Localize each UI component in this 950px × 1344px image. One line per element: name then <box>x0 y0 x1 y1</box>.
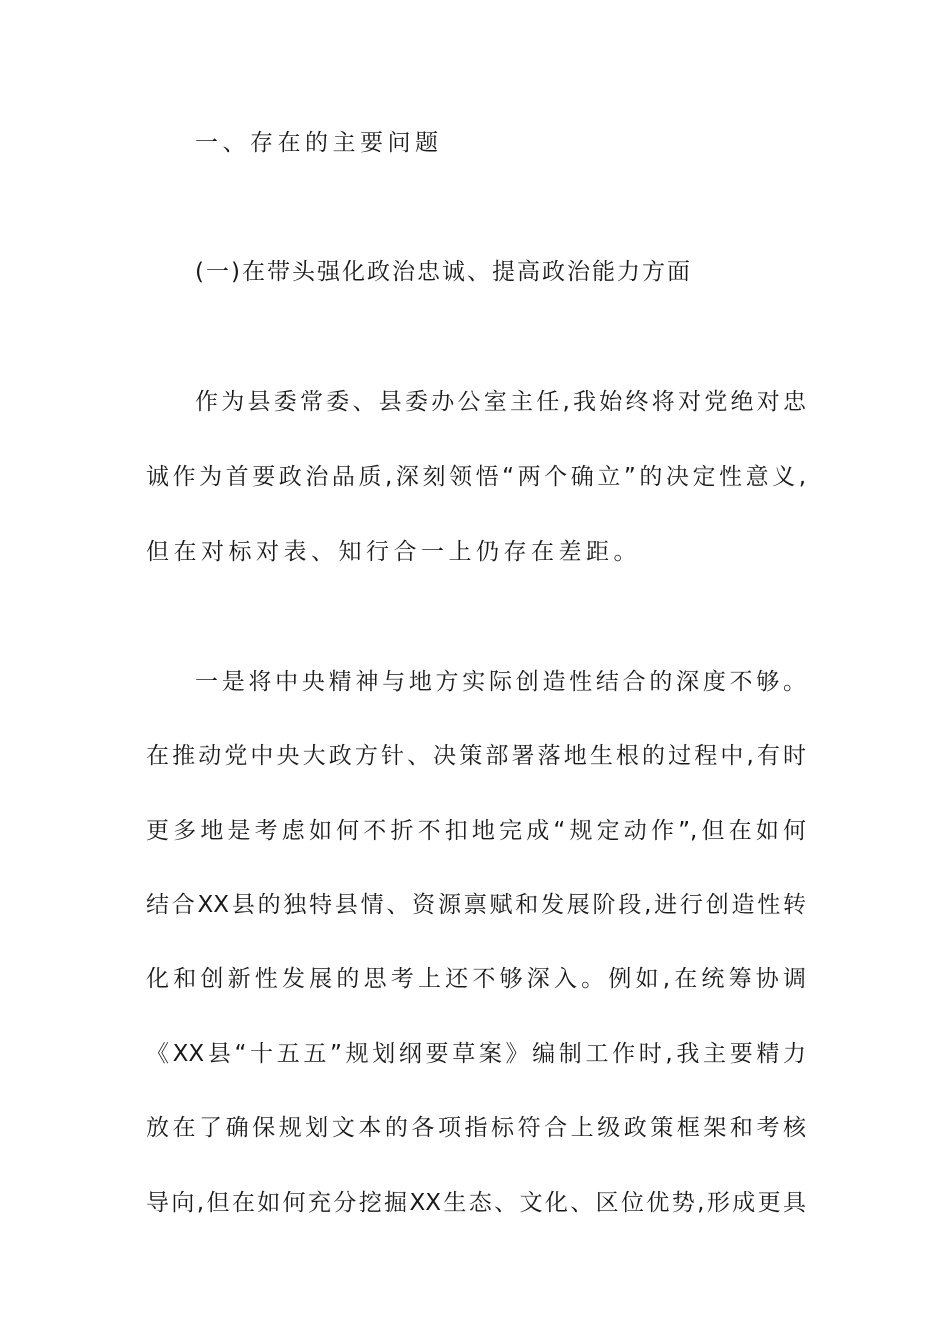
paragraph-2-line-3: 更多地是考虑如何不折不扣地完成“规定动作”,但在如何 <box>146 818 806 844</box>
paragraph-2-line-2: 在推动党中央大政方针、决策部署落地生根的过程中,有时 <box>146 743 806 769</box>
section-heading: 一、存在的主要问题 <box>195 130 443 156</box>
paragraph-2-line-8: 导向,但在如何充分挖掘XX生态、文化、区位优势,形成更具 <box>146 1190 806 1216</box>
paragraph-1-line-2: 诚作为首要政治品质,深刻领悟“两个确立”的决定性意义, <box>146 464 806 490</box>
paragraph-2-line-4: 结合XX县的独特县情、资源禀赋和发展阶段,进行创造性转 <box>146 892 806 918</box>
paragraph-2-line-5: 化和创新性发展的思考上还不够深入。例如,在统筹协调 <box>146 966 806 992</box>
subsection-heading: (一)在带头强化政治忠诚、提高政治能力方面 <box>195 259 692 285</box>
paragraph-1-line-3: 但在对标对表、知行合一上仍存在差距。 <box>146 539 641 565</box>
paragraph-2-line-6: 《XX县“十五五”规划纲要草案》编制工作时,我主要精力 <box>146 1041 806 1067</box>
paragraph-2-line-1: 一是将中央精神与地方实际创造性结合的深度不够。 <box>195 669 806 695</box>
paragraph-2-line-7: 放在了确保规划文本的各项指标符合上级政策框架和考核 <box>146 1115 806 1141</box>
paragraph-1-line-1: 作为县委常委、县委办公室主任,我始终将对党绝对忠 <box>195 389 806 415</box>
